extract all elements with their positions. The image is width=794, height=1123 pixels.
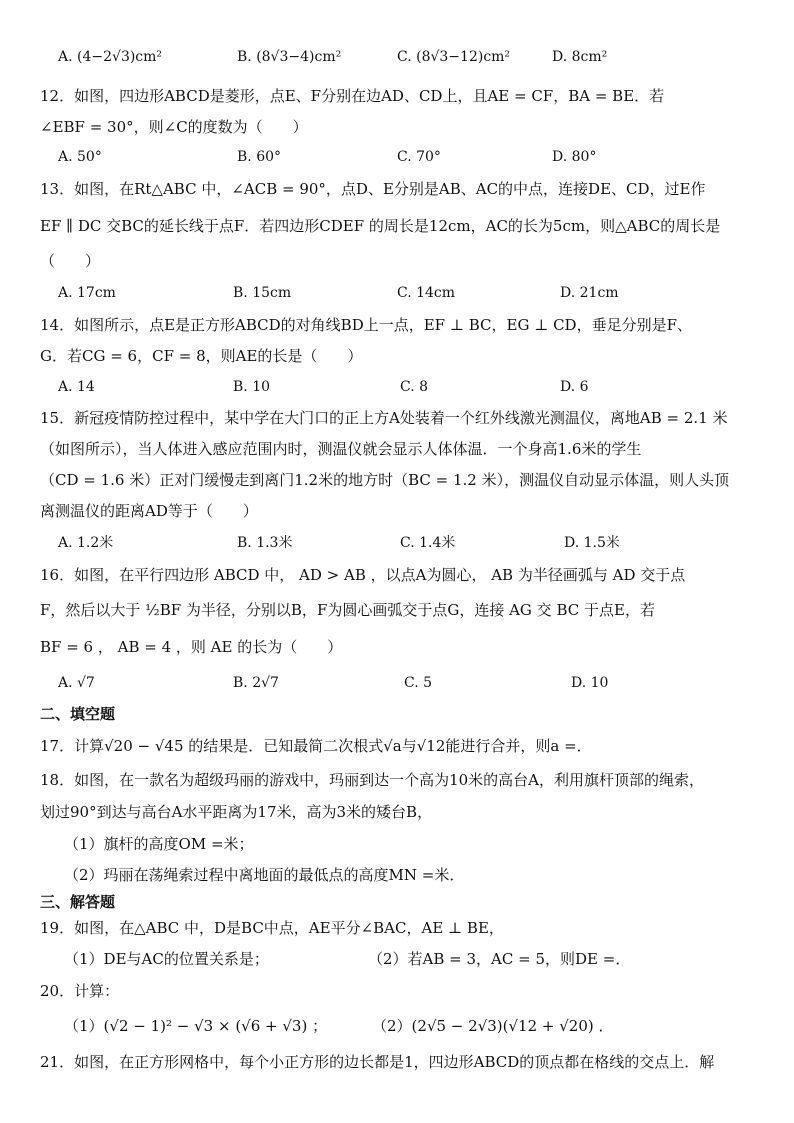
q18-part-1: （1）旗杆的高度OM =米； (64, 835, 254, 853)
q16-option-b: B. 2√7 (233, 675, 279, 691)
q19-part-1: （1）DE与AC的位置关系是； (64, 950, 269, 968)
q16-line-1: 16．如图，在平行四边形 ABCD 中， AD > AB ，以点A为圆心， AB 为半径画弧与 AD 交于点 (40, 566, 686, 584)
q11-option-d: D. 8cm² (552, 49, 608, 65)
q19-part-2: （2）若AB = 3，AC = 5，则DE =． (368, 950, 631, 968)
q15-line-2: （如图所示），当人体进入感应范围内时，测温仪就会显示人体体温．一个身高1.6米的学生 (40, 440, 642, 458)
q17-line: 17．计算√20 − √45 的结果是．已知最简二次根式√a与√12能进行合并，则a =． (40, 737, 592, 755)
q13-option-b: B. 15cm (233, 285, 292, 301)
q18-part-2: （2）玛丽在荡绳索过程中离地面的最低点的高度MN =米． (64, 866, 465, 884)
q13-line-2: EF ∥ DC 交BC的延长线于点F．若四边形CDEF 的周长是12cm，AC的长为5cm，则△ABC的周长是 (40, 217, 721, 235)
q12-line-1: 12．如图，四边形ABCD是菱形，点E、F分别在边AD、CD上，且AE = CF，BA = BE．若 (40, 87, 665, 105)
q20-part-1: （1）(√2 − 1)² − √3 × (√6 + √3) ； (64, 1017, 328, 1035)
q14-option-c: C. 8 (400, 379, 429, 395)
q16-option-a: A. √7 (58, 675, 95, 691)
q16-option-c: C. 5 (404, 675, 433, 691)
q13-line-1: 13．如图，在Rt△ABC 中，∠ACB = 90°，点D、E分别是AB、AC的中点，连接DE、CD，过E作 (40, 180, 706, 198)
q18-line-1: 18．如图，在一款名为超级玛丽的游戏中，玛丽到达一个高为10米的高台A，利用旗杆顶部的绳索， (40, 771, 705, 789)
q11-option-c: C. (8√3−12)cm² (397, 49, 511, 65)
q13-option-d: D. 21cm (560, 285, 619, 301)
q14-option-d: D. 6 (560, 379, 589, 395)
q16-line-3: BF = 6 ， AB = 4 ，则 AE 的长为（ ） (40, 638, 343, 656)
q15-option-c: C. 1.4米 (400, 535, 456, 551)
q15-line-4: 离测温仪的距离AD等于（ ） (40, 502, 258, 520)
q18-line-2: 划过90°到达与高台A水平距离为17米，高为3米的矮台B， (40, 803, 433, 821)
q13-line-3: （ ） (40, 252, 101, 270)
q21-line-1: 21．如图，在正方形网格中，每个小正方形的边长都是1，四边形ABCD的顶点都在格线的交点上．解 (40, 1053, 715, 1071)
q12-line-2: ∠EBF = 30°，则∠C的度数为（ ） (40, 118, 308, 136)
q14-option-b: B. 10 (233, 379, 271, 395)
q13-option-c: C. 14cm (397, 285, 456, 301)
q15-option-d: D. 1.5米 (564, 535, 620, 551)
q12-option-d: D. 80° (552, 149, 597, 165)
q19-line-1: 19．如图，在△ABC 中，D是BC中点，AE平分∠BAC，AE ⊥ BE， (40, 919, 504, 937)
q14-line-2: G．若CG = 6，CF = 8，则AE的长是（ ） (40, 347, 363, 365)
q12-option-c: C. 70° (397, 149, 441, 165)
q12-option-a: A. 50° (58, 149, 102, 165)
q15-option-b: B. 1.3米 (237, 535, 293, 551)
q14-line-1: 14．如图所示，点E是正方形ABCD的对角线BD上一点，EF ⊥ BC，EG ⊥ CD，垂足分别是F、 (40, 316, 692, 334)
q12-option-b: B. 60° (237, 149, 282, 165)
q15-line-3: （CD = 1.6 米）正对门缓慢走到离门1.2米的地方时（BC = 1.2 米），测温仪自动显示体温，则人头顶 (40, 471, 730, 489)
q11-option-a: A. (4−2√3)cm² (58, 49, 163, 65)
q16-option-d: D. 10 (571, 675, 609, 691)
section-fill-in-heading: 二、填空题 (40, 705, 116, 723)
q16-line-2: F，然后以大于 ½BF 为半径，分别以B，F为圆心画弧交于点G，连接 AG 交 BC 于点E，若 (40, 601, 655, 619)
q15-option-a: A. 1.2米 (58, 535, 114, 551)
q11-option-b: B. (8√3−4)cm² (237, 49, 342, 65)
q20-part-2: （2）(2√5 − 2√3)(√12 + √20) ． (372, 1017, 614, 1035)
q20-line-1: 20．计算： (40, 982, 120, 1000)
q14-option-a: A. 14 (58, 379, 95, 395)
q15-line-1: 15．新冠疫情防控过程中，某中学在大门口的正上方A处装着一个红外线激光测温仪，离地AB = 2.1 米 (40, 409, 728, 427)
q13-option-a: A. 17cm (58, 285, 116, 301)
section-solution-heading: 三、解答题 (40, 893, 116, 911)
